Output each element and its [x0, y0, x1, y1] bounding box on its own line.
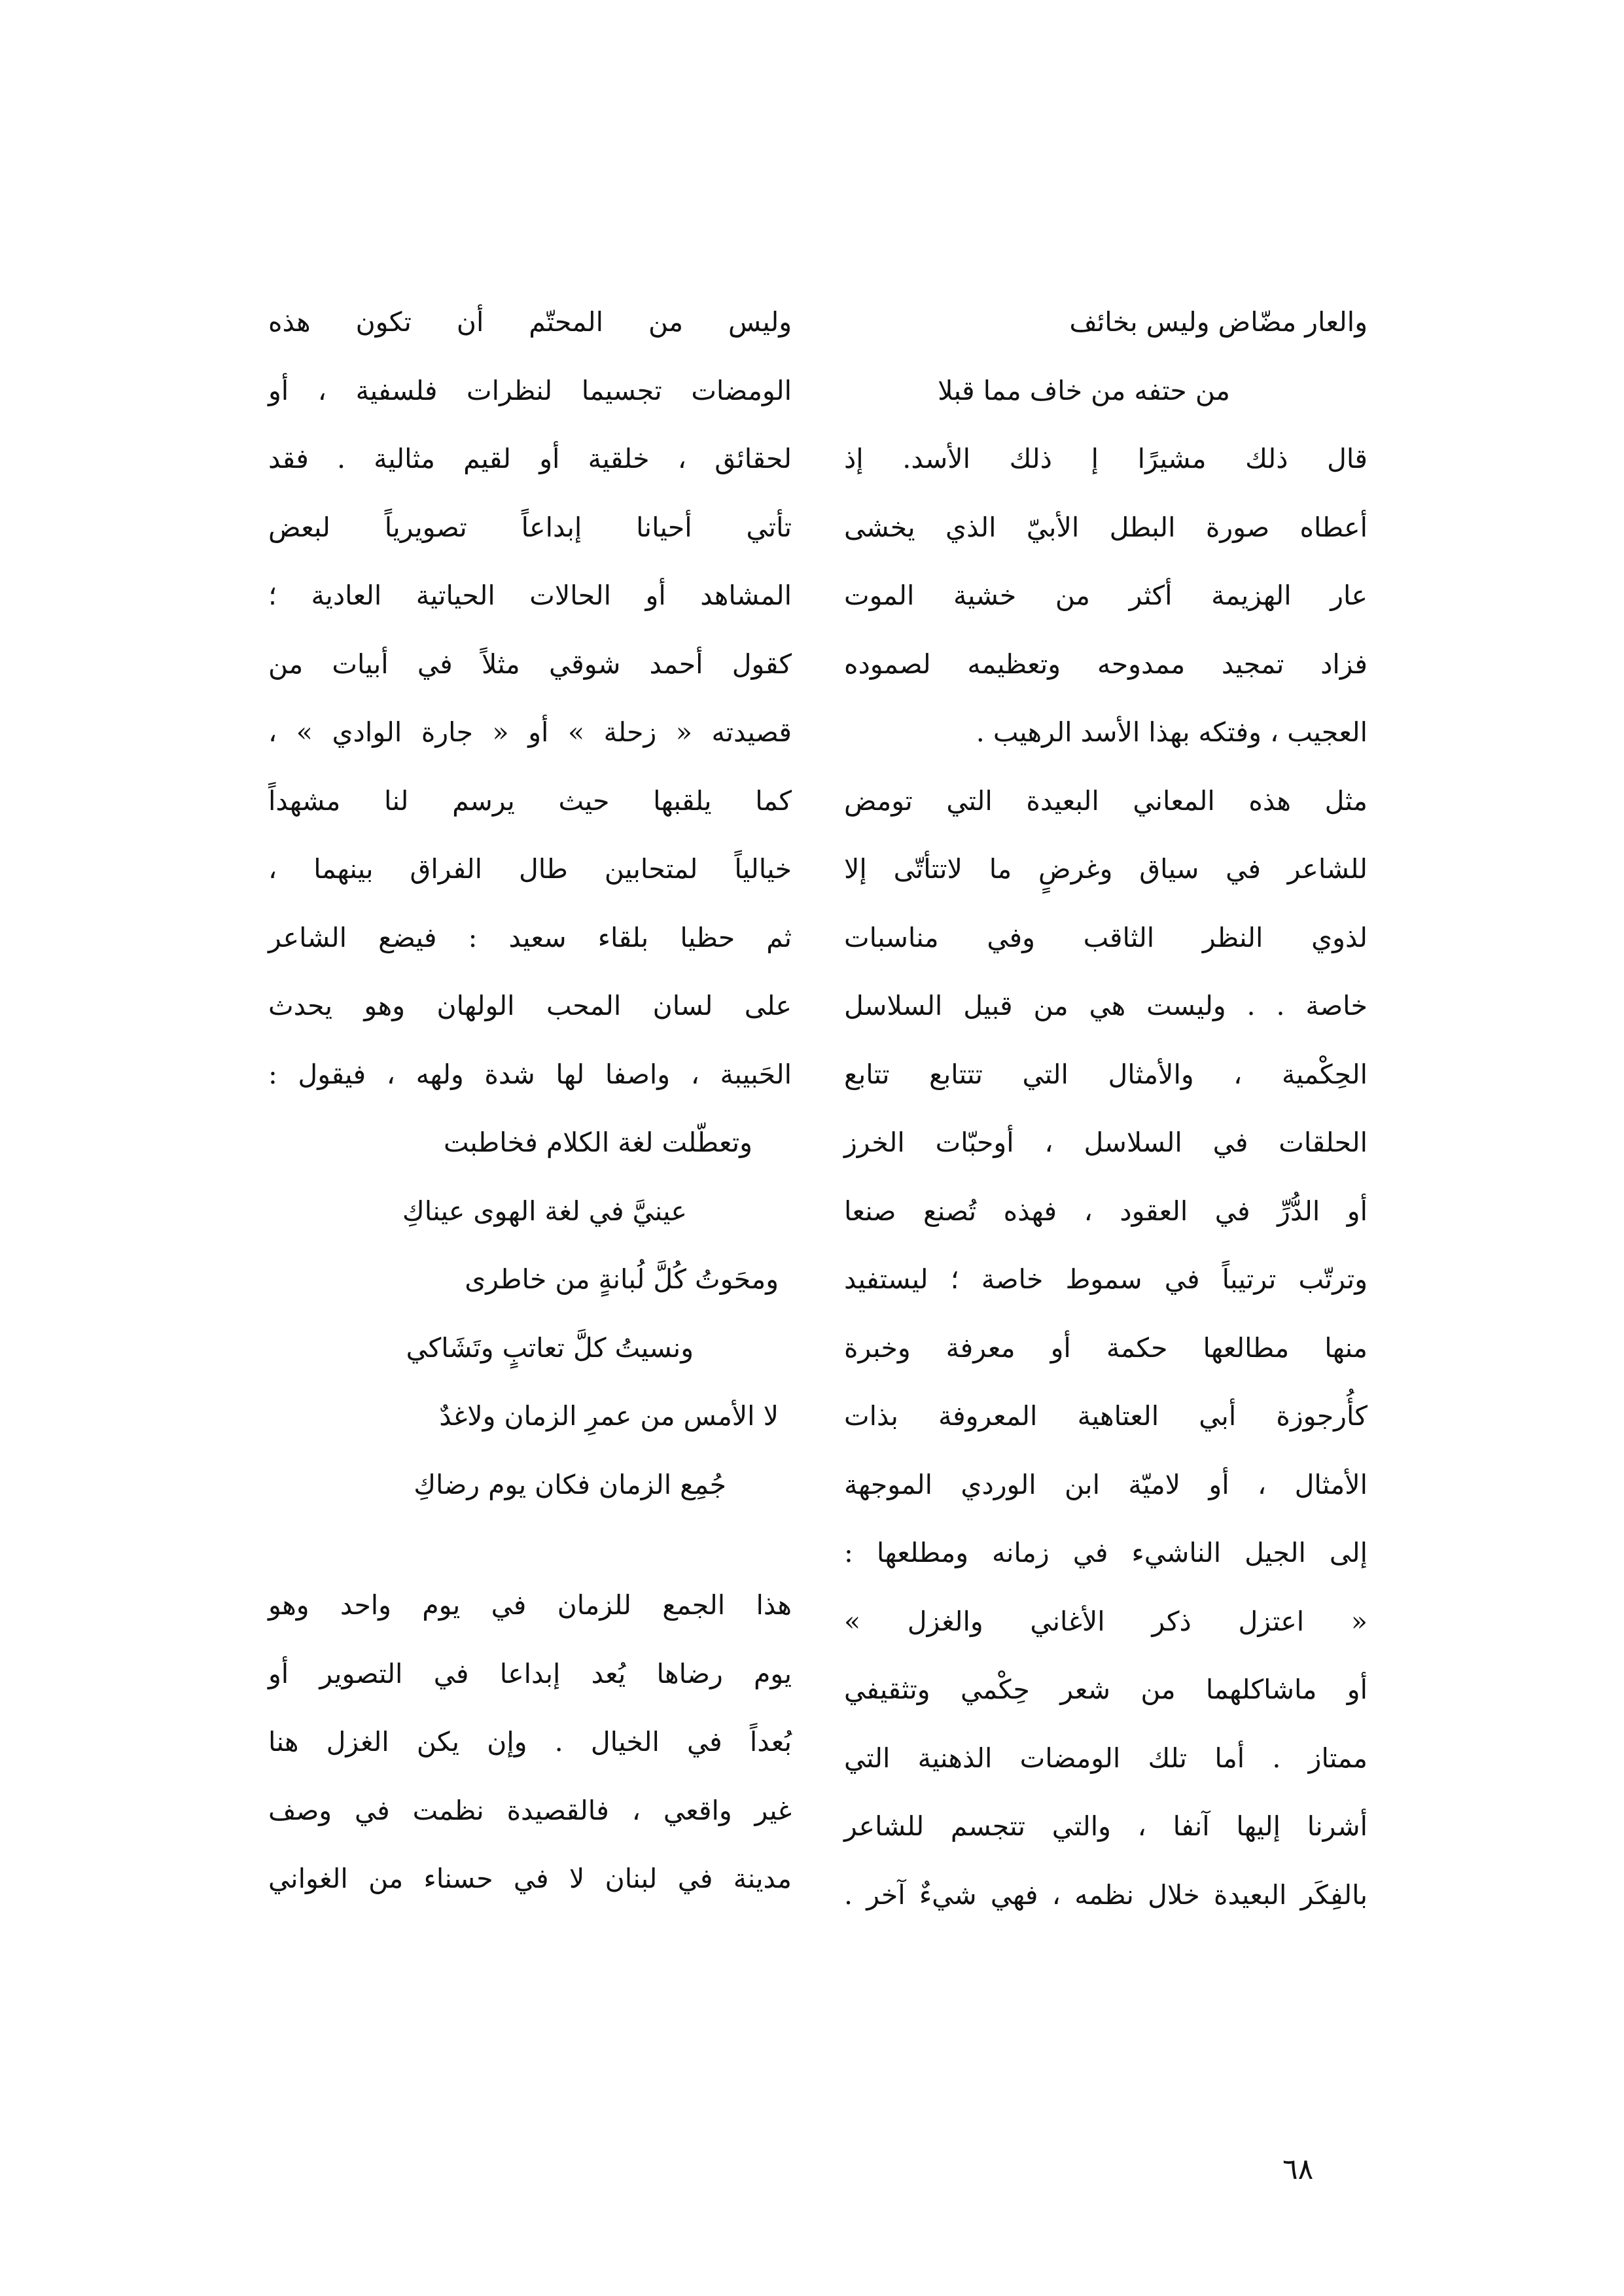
text-line: ممتاز . أما تلك الومضات الذهنية التي — [844, 1742, 1368, 1774]
text-line: الحلقات في السلاسل ، أوحبّات الخرز — [844, 1127, 1368, 1158]
verse-line: والعار مضّاض وليس بخائف — [1069, 306, 1368, 338]
verse-line: ونسيتُ كلَّ تعاتبٍ وتَشَاكي — [406, 1332, 694, 1364]
text-line: إلى الجيل الناشيء في زمانه ومطلعها : — [844, 1537, 1368, 1568]
text-line: ثم حظيا بلقاء سعيد : فيضع الشاعر — [268, 921, 792, 953]
text-line: بالفِكَر البعيدة خلال نظمه ، فهي شيءٌ آخر . — [844, 1879, 1368, 1911]
verse-line: وتعطّلت لغة الكلام فخاطبت — [443, 1127, 752, 1158]
verse-line: عينيَّ في لغة الهوى عيناكِ — [402, 1195, 687, 1227]
text-line: أعطاه صورة البطل الأبيّ الذي يخشى — [844, 511, 1368, 543]
text-line: غير واقعي ، فالقصيدة نظمت في وصف — [268, 1794, 792, 1826]
text-line: وترتّب ترتيباً في سموط خاصة ؛ ليستفيد — [844, 1263, 1368, 1295]
text-line: خاصة . . وليست هي من قبيل السلاسل — [844, 990, 1368, 1021]
text-line: خيالياً لمتحابين طال الفراق بينهما ، — [268, 853, 792, 885]
right-text-column — [844, 288, 1368, 1929]
text-line: فزاد تمجيد ممدوحه وتعظيمه لصموده — [844, 648, 1368, 680]
text-line: المشاهد أو الحالات الحياتية العادية ؛ — [268, 580, 792, 611]
verse-line: من حتفه من خاف مما قبلا — [938, 374, 1230, 406]
text-line: عار الهزيمة أكثر من خشية الموت — [844, 580, 1368, 611]
text-line: قصيدته « زحلة » أو « جارة الوادي » ، — [268, 716, 792, 748]
verse-spacing — [268, 1519, 792, 1571]
text-line: لحقائق ، خلقية أو لقيم مثالية . فقد — [268, 443, 792, 474]
text-line: أشرنا إليها آنفا ، والتي تتجسم للشاعر — [844, 1810, 1368, 1842]
text-line: أو ماشاكلهما من شعر حِكْمي وتثقيفي — [844, 1674, 1368, 1705]
text-line: هذا الجمع للزمان في يوم واحد وهو — [268, 1589, 792, 1621]
text-line: العجيب ، وفتكه بهذا الأسد الرهيب . — [976, 716, 1368, 748]
verse-line: ومحَوتُ كُلَّ لُبانةٍ من خاطرى — [465, 1263, 779, 1295]
text-line: للشاعر في سياق وغرضٍ ما لاتتأتّى إلا — [844, 853, 1368, 885]
text-line: يوم رضاها يُعد إبداعا في التصوير أو — [268, 1657, 792, 1689]
verse-line: جُمِع الزمان فكان يوم رضاكِ — [414, 1468, 726, 1500]
text-line: « اعتزل ذكر الأغاني والغزل » — [844, 1605, 1368, 1637]
text-line: قال ذلك مشيرًا إ ذلك الأسد. إذ — [844, 443, 1368, 474]
text-line: الومضات تجسيما لنظرات فلسفية ، أو — [268, 374, 792, 406]
text-line: مدينة في لبنان لا في حسناء من الغواني — [268, 1863, 792, 1894]
page-number: ٦٨ — [1282, 2153, 1314, 2186]
text-line: الأمثال ، أو لاميّة ابن الوردي الموجهة — [844, 1468, 1368, 1500]
text-line: الحِكْمية ، والأمثال التي تتتابع تتابع — [844, 1058, 1368, 1090]
text-line: مثل هذه المعاني البعيدة التي تومض — [844, 785, 1368, 817]
text-line: على لسان المحب الولهان وهو يحدث — [268, 990, 792, 1021]
left-text-column — [268, 288, 792, 1913]
text-line: تأتي أحيانا إبداعاً تصويرياً لبعض — [268, 511, 792, 543]
text-line: منها مطالعها حكمة أو معرفة وخبرة — [844, 1332, 1368, 1364]
text-line: بُعداً في الخيال . وإن يكن الغزل هنا — [268, 1726, 792, 1757]
text-line: الحَبيبة ، واصفا لها شدة ولهه ، فيقول : — [268, 1058, 792, 1090]
verse-line: لا الأمس من عمرِ الزمان ولاغدٌ — [439, 1400, 779, 1432]
text-line: وليس من المحتّم أن تكون هذه — [268, 306, 792, 338]
text-line: لذوي النظر الثاقب وفي مناسبات — [844, 921, 1368, 953]
text-line: كما يلقبها حيث يرسم لنا مشهداً — [268, 785, 792, 817]
text-line: كأُرجوزة أبي العتاهية المعروفة بذات — [844, 1400, 1368, 1432]
text-line: أو الدُّرِّ في العقود ، فهذه تُصنع صنعا — [844, 1195, 1368, 1227]
text-line: كقول أحمد شوقي مثلاً في أبيات من — [268, 648, 792, 680]
